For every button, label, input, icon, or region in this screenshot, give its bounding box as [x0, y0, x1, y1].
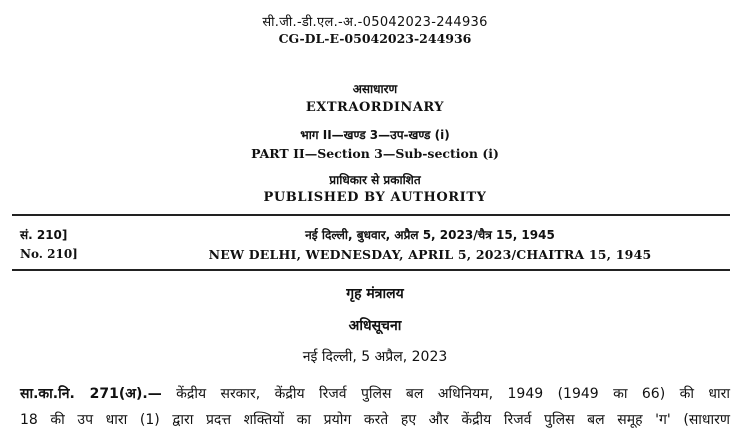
notification-reference: सा.का.नि. 271(अ).— [20, 386, 162, 402]
issue-date-english: NEW DELHI, WEDNESDAY, APRIL 5, 2023/CHAITRA 15, 1945 [208, 247, 652, 262]
gazette-code-english: CG-DL-E-05042023-244936 [278, 31, 472, 46]
issue-number-hindi: सं. 210] [20, 228, 68, 242]
published-by-authority-hindi: प्राधिकार से प्रकाशित [329, 173, 421, 187]
bottom-divider [12, 269, 730, 271]
body-text-line-1: केंद्रीय सरकार, केंद्रीय रिजर्व पुलिस बल अधिनियम, 1949 (1949 का 66) की धारा [161, 386, 730, 402]
extraordinary-hindi: असाधारण [352, 82, 398, 96]
body-paragraph-line-1 [20, 380, 730, 408]
issue-date-hindi: नई दिल्ली, बुधवार, अप्रैल 5, 2023/चैत्र 15, 1945 [305, 228, 555, 242]
extraordinary-english: EXTRAORDINARY [305, 100, 445, 115]
issue-number-english: No. 210] [20, 247, 78, 261]
ministry-title: गृह मंत्रालय [346, 286, 404, 302]
part-section-hindi: भाग II—खण्ड 3—उप-खण्ड (i) [300, 128, 450, 142]
published-by-authority-english: PUBLISHED BY AUTHORITY [263, 190, 487, 205]
top-divider [12, 214, 730, 216]
part-section-english: PART II—Section 3—Sub-section (i) [251, 146, 499, 161]
gazette-code-hindi: सी.जी.-डी.एल.-अ.-05042023-244936 [262, 15, 488, 30]
body-text-line-2: 18 की उप धारा (1) द्वारा प्रदत्त शक्तियों का प्रयोग करते हए और केंद्रीय रिजर्व पुलिस बल समूह 'ग' (साधारण [20, 412, 730, 428]
notification-title: अधिसूचना [348, 318, 402, 334]
place-date: नई दिल्ली, 5 अप्रैल, 2023 [302, 349, 448, 365]
